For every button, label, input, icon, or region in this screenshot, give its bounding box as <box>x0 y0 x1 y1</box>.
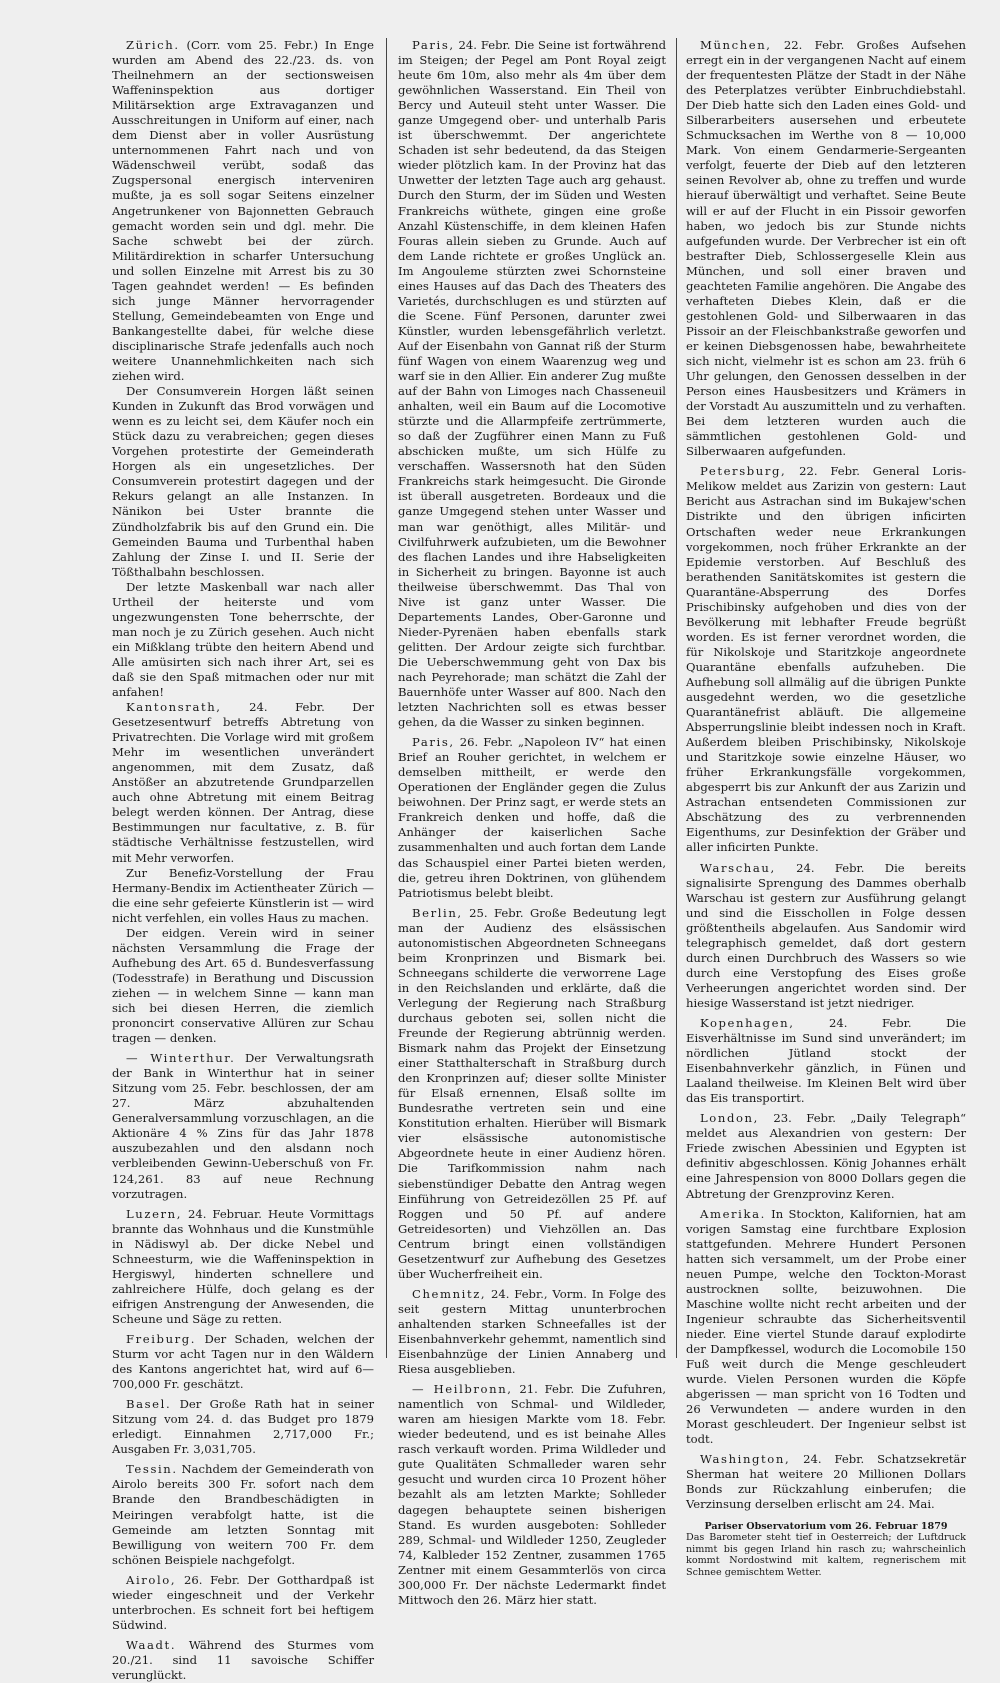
item-text: 24. Febr. Die Eisverhältnisse im Sund sind unverändert; im nördlichen Jütland stockt der Eisenbahnverkehr gänzlich, in Fünen und Laaland theilweise. Im Kleinen Belt wird über das Eis transportirt. <box>686 1016 966 1106</box>
dateline: Paris, <box>412 38 455 52</box>
item-text: 23. Febr. „Daily Telegraph“ meldet aus Alexandrien von gestern: Der Friede zwischen Abessinien und Egypten ist definitiv abgeschlossen. König Johannes erhält eine Jahrespension von 8000 Dollars gegen die Abtretung der Grenzprovinz Keren. <box>686 1111 966 1201</box>
news-item-amerika <box>686 1207 966 1448</box>
dateline: Warschau, <box>700 860 776 875</box>
news-item-winterthur <box>112 1051 374 1201</box>
item-text: Während des Sturmes vom 20./21. sind 11 savoische Schiffer verunglückt. <box>112 1637 375 1682</box>
dateline: — Winterthur. <box>126 1051 236 1066</box>
dateline: Zürich. <box>126 38 180 52</box>
item-text: Der Schaden, welchen der Sturm vor acht Tagen nur in den Wäldern des Kantons angerichtet hat, wird auf 6—700,000 Fr. geschätzt. <box>112 1331 374 1392</box>
news-item-kantonsrath <box>112 700 374 866</box>
item-text: Der eidgen. Verein wird in seiner nächsten Versammlung die Frage der Aufhebung des Art. 65 d. Bundesverfassung (Todesstrafe) in Berathung und Discussion ziehen — in welchem Sinne — kann man sich bei diesen Herren, die ziemlich prononcirt conservative Allüren zur Schau tragen — denken. <box>112 925 374 1046</box>
dateline: Basel. <box>126 1397 172 1412</box>
column-rule <box>676 38 677 1358</box>
news-item-horgen <box>112 384 374 580</box>
item-text: 21. Febr. Die Zufuhren, namentlich von Schmal- und Wildleder, waren am hiesigen Markte vom 18. Febr. wieder bedeutend, und es ist beinahe Alles rasch verkauft worden. Prima Wildleder und gute Qualitäten Schmalleder waren sehr gesucht und wurden circa 10 Prozent höher bezahlt als am letzten Markte; Sohlleder dagegen behauptete seinen bisherigen Stand. Es wurden ausgeboten: Sohlleder 289, Schmal- und Wildleder 1250, Zeugleder 74, Kalbleder 152 Zentner, zusammen 1765 Zentner mit einem Gesammterlös von circa 300,000 Fr. Der nächste Ledermarkt findet Mittwoch den 26. März hier statt. <box>398 1382 667 1607</box>
news-item-benefiz <box>112 866 374 926</box>
item-text: 25. Febr. Große Bedeutung legt man der Audienz des elsässischen autonomistischen Abgeordneten Schneegans beim Kronprinzen und Bismark bei. Schneegans schilderte die verworrene Lage in den Reichslanden und erklärte, daß die Verlegung der Regierung nach Straßburg durchaus geboten sei, sollen nicht die Freunde der Regierung abtrünnig werden. Bismark nahm das Projekt der Einsetzung einer Statthalterschaft in Straßburg durch den Kronprinzen auf; dieser sollte Minister für Elsaß ernennen, Elsaß sollte im Bundesrathe vertreten sein und eine Konstitution erhalten. Hierüber will Bismark vier elsässische autonomistische Abgeordnete heute in einer Audienz hören. Die Tarifkommission nahm nach siebenstündiger Debatte den Antrag wegen Einführung von Getreidezöllen 25 Pf. auf Roggen und 50 Pf. auf andere Getreidesorten) und Viehzöllen an. Das Centrum bringt einen vollständigen Gesetzentwurf zur Aufhebung des Gesetzes über Wucherfreiheit ein. <box>398 905 666 1281</box>
column-rule <box>386 38 387 1358</box>
dateline: Berlin, <box>412 905 463 920</box>
news-item-zuerich <box>112 38 374 384</box>
dateline: Paris, <box>412 735 455 750</box>
item-text: 24. Febr., Vorm. In Folge des seit gestern Mittag ununterbrochen anhaltenden starken Schneefalles ist der Eisenbahnverkehr gehemmt, namentlich sind Eisenbahnzüge der Linien Annaberg und Riesa ausgeblieben. <box>398 1286 666 1377</box>
dateline: Petersburg, <box>700 464 787 479</box>
column-3 <box>686 38 966 1578</box>
dateline: Freiburg. <box>126 1331 197 1346</box>
weather-report <box>686 1521 966 1579</box>
dateline: Amerika. <box>700 1206 766 1221</box>
dateline: Washington, <box>700 1452 791 1467</box>
news-item-muenchen <box>686 38 966 459</box>
news-item-kopenhagen <box>686 1016 966 1106</box>
item-text: 22. Febr. Großes Aufsehen erregt ein in der vergangenen Nacht auf einem der frequentesten Plätze der Stadt in der Nähe des Peterplatzes verübter Einbruchdiebstahl. Der Dieb hatte sich den Laden eines Gold- und Silberarbeiters ausersehen und erbeutete Schmucksachen im Werthe von 8 — 10,000 Mark. Von einem Gendarmerie-Sergeanten verfolgt, feuerte der Dieb auf den letzteren seinen Revolver ab, ohne zu treffen und wurde hierauf überwältigt und verhaftet. Seine Beute will er auf der Flucht in ein Pissoir geworfen haben, wo jedoch bis zur Stunde nichts aufgefunden wurde. Der Verbrecher ist ein oft bestrafter Dieb, Schlossergeselle Klein aus München, und soll einer braven und geachteten Familie angehören. Die Angabe des verhafteten Diebes Klein, daß er die gestohlenen Gold- und Silberwaaren in das Pissoir an der Fleischbankstraße geworfen und er keinen Diebsgenossen habe, bewahrheitete sich nicht, vielmehr ist es schon am 23. früh 6 Uhr gelungen, den Genossen desselben in der Person eines Hausbesitzers und Krämers in der Vorstadt Au auszumitteln und zu verhaften. Bei dem letzteren wurden auch die sämmtlichen gestohlenen Gold- und Silberwaaren aufgefunden. <box>686 38 966 459</box>
news-item-waadt <box>112 1638 374 1683</box>
column-2 <box>398 38 666 1608</box>
news-item-london <box>686 1111 966 1201</box>
dateline: Airolo, <box>126 1572 177 1587</box>
news-item-airolo <box>112 1573 374 1633</box>
news-item-washington <box>686 1452 966 1512</box>
item-text: Nachdem der Gemeinderath von Airolo bereits 300 Fr. sofort nach dem Brande den Brandbeschädigten in Meiringen verabfolgt hatte, ist die Gemeinde am letzten Sonntag mit Bewilligung von weitern 700 Fr. dem schönen Beispiele nachgefolgt. <box>112 1462 375 1567</box>
dateline: — Heilbronn, <box>412 1382 513 1397</box>
item-text: Zur Benefiz-Vorstellung der Frau Hermany-Bendix im Actientheater Zürich — die eine sehr gefeierte Künstlerin ist — wird nicht verfehlen, ein volles Haus zu machen. <box>112 865 374 925</box>
weather-report-text: Das Barometer steht tief in Oesterreich; der Luftdruck nimmt bis gegen Irland hin rasch zu; wahrscheinlich kommt Nordostwind mit kaltem, regnerischem mit Schnee gemischtem Wetter. <box>686 1532 966 1578</box>
news-item-verein <box>112 926 374 1046</box>
news-item-chemnitz <box>398 1287 666 1377</box>
news-item-freiburg <box>112 1332 374 1392</box>
item-text: 24. Febr. Die bereits signalisirte Sprengung des Dammes oberhalb Warschau ist gestern zur Ausführung gelangt und sind die Eisschollen in Folge dessen größtentheils abgelaufen. Aus Sandomir wird telegraphisch gemeldet, daß dort gestern durch einen Durchbruch des Wassers so wie durch eine Verstopfung des Eises große Verheerungen angerichtet worden sind. Der hiesige Wasserstand ist jetzt niedriger. <box>686 860 966 1010</box>
dateline: Tessin. <box>126 1462 178 1477</box>
item-text: 24. Februar. Heute Vormittags brannte das Wohnhaus und die Kunstmühle in Nädiswyl ab. Der dicke Nebel und Schneesturm, wie die Waffeninspektion in Hergiswyl, hinderten schnellere und zahlreichere Hülfe, doch gelang es der eifrigen Anstrengung der Anwesenden, die Scheune und Säge zu retten. <box>112 1206 374 1326</box>
item-text: 24. Febr. Schatzsekretär Sherman hat weitere 20 Millionen Dollars Bonds zur Rückzahlung einberufen; die Verzinsung derselben erlischt am 24. Mai. <box>686 1452 967 1512</box>
item-text: In Stockton, Kalifornien, hat am vorigen Samstag eine furchtbare Explosion stattgefunden. Mehrere Hundert Personen hatten sich versammelt, um der Probe einer neuen Pumpe, welche den Tockton-Morast austrocknen sollte, beizuwohnen. Die Maschine wollte nicht recht arbeiten und der Ingenieur schraubte das Sicherheitsventil nieder. Eine viertel Stunde darauf explodirte der Dampfkessel, wodurch die Locomobile 150 Fuß weit durch die Menge geschleudert wurde. Vielen Personen wurden die Köpfe abgerissen — man spricht von 16 Todten und 26 Verwundeten — andere wurden in den Morast geschleudert. Der Ingenieur selbst ist todt. <box>686 1206 966 1447</box>
dateline: Kopenhagen, <box>700 1016 795 1030</box>
item-text: 24. Febr. Die Seine ist fortwährend im Steigen; der Pegel am Pont Royal zeigt heute 6m 10m, also mehr als 4m über dem gewöhnlichen Wasserstand. Ein Theil von Bercy und Auteuil steht unter Wasser. Die ganze Umgegend ober- und unterhalb Paris ist überschwemmt. Der angerichtete Schaden ist sehr bedeutend, da das Steigen wieder plötzlich kam. In der Provinz hat das Unwetter der letzten Tage auch arg gehaust. Durch den Sturm, der im Süden und Westen Frankreichs wüthete, gingen eine große Anzahl Küstenschiffe, in dem kleinen Hafen Fouras allein sieben zu Grunde. Auch auf dem Lande richtete er großes Unglück an. Im Angouleme stürzten zwei Schornsteine eines Hauses auf das Dach des Theaters des Varietés, durchschlugen es und stürzten auf die Scene. Fünf Personen, darunter zwei Künstler, wurden lebensgefährlich verletzt. Auf der Eisenbahn von Gannat riß der Sturm fünf Wagen von einem Waarenzug weg und warf sie in den Allier. Ein anderer Zug mußte auf der Bahn von Limoges nach Chasseneuil anhalten, weil ein Baum auf die Locomotive stürzte und die Allarmpfeife zertrümmerte, so daß der Zugführer einen Mann zu Fuß abschicken mußte, um sich Hülfe zu verschaffen. Wassersnoth hat den Süden Frankreichs stark heimgesucht. Die Gironde ist überall ausgetreten. Bordeaux und die ganze Umgegend stehen unter Wasser und man war genöthigt, alles Militär- und Civilfuhrwerk aufzubieten, um die Bewohner des flachen Landes und ihre Habseligkeiten in Sicherheit zu bringen. Bayonne ist auch theilweise überschwemmt. Das Thal von Nive ist ganz unter Wasser. Die Departements Landes, Ober-Garonne und Nieder-Pyrenäen haben ebenfalls stark gelitten. Der Ardour zeigte sich furchtbar. Die Ueberschwemmung geht von Dax bis nach Peyrehorade; man schätzt die Zahl der Bauernhöfe unter Wasser auf 800. Nach den letzten Nachrichten soll es etwas besser gehen, da die Wasser zu sinken beginnen. <box>398 38 666 730</box>
item-text: 26. Febr. Der Gotthardpaß ist wieder eingeschneit und der Verkehr unterbrochen. Es schneit fort bei heftigem Südwind. <box>112 1572 374 1632</box>
news-item-maskenball <box>112 580 374 700</box>
news-item-luzern <box>112 1207 374 1327</box>
item-text: 22. Febr. General Loris-Melikow meldet aus Zarizin von gestern: Laut Bericht aus Astrachan sind im Bukajew'schen Distrikte und den übrigen inficirten Ortschaften weder neue Erkrankungen vorgekommen, noch früher Erkrankte an der Epidemie verstorben. Auf Beschluß des berathenden Sanitätskomites ist gestern die Quarantäne-Absperrung des Dorfes Prischibinsky aufgehoben und dies von der Bevölkerung mit lebhafter Freude begrüßt worden. Es ist ferner verordnet worden, die für Nikolskoje und Staritzkoje angeordnete Quarantäne ebenfalls aufzuheben. Die Aufhebung soll allmälig auf die übrigen Punkte ausgedehnt werden, wo die gesetzliche Quarantänefrist abläuft. Die allgemeine Absperrungslinie bleibt indessen noch in Kraft. Außerdem bleiben Prischibinsky, Nikolskoje und Staritzkoje sowie einzelne Häuser, wo früher Erkrankungsfälle vorgekommen, abgesperrt bis zur Ankunft der aus Zarizin und Astrachan entsendeten Commissionen zur Abschätzung des zu verbrennenden Eigenthums, zur Desinfektion der Gräber und aller inficirten Punkte. <box>686 464 966 855</box>
column-1 <box>112 38 374 1683</box>
item-text: (Corr. vom 25. Febr.) In Enge wurden am Abend des 22./23. ds. von Theilnehmern an der sectionsweisen Waffeninspektion aus dortiger Militärsektion arge Extravaganzen und Ausschreitungen in Uniform auf einer, nach dem Dienst aber in voller Ausrüstung unternommenen Fahrt nach und von Wädenschweil verübt, sodaß das Zugspersonal energisch interveniren mußte, ja es soll sogar Seitens einzelner Angetrunkener von Bajonnetten Gebrauch gemacht worden sein und dgl. mehr. Die Sache schwebt bei der zürch. Militärdirektion in scharfer Untersuchung und sollen Einzelne mit Arrest bis zu 30 Tagen geahndet werden! — Es befinden sich junge Männer hervorragender Stellung, Gemeindebeamten von Enge und Bankangestellte dabei, für welche diese disciplinarische Strafe jedenfalls auch noch weitere Unannehmlichkeiten nach sich ziehen wird. <box>112 38 375 384</box>
news-item-petersburg <box>686 464 966 855</box>
dateline: München, <box>700 38 772 52</box>
news-item-paris-24 <box>398 38 666 730</box>
dateline: Chemnitz, <box>412 1286 487 1301</box>
item-text: Der Consumverein Horgen läßt seinen Kunden in Zukunft das Brod vorwägen und wenn es zu leicht sei, dem Käufer noch ein Stück dazu zu verabreichen; gegen dieses Vorgehen protestirte der Gemeinderath Horgen als ein ungesetzliches. Der Consumverein protestirt dagegen und der Rekurs gelangt an alle Instanzen. In Nänikon bei Uster brannte die Zündholzfabrik bis auf den Grund ein. Die Gemeinden Bauma und Turbenthal haben Zahlung der Zinse I. und II. Serie der Tößthalbahn beschlossen. <box>112 384 374 579</box>
news-item-paris-26 <box>398 735 666 901</box>
dateline: London, <box>700 1111 759 1126</box>
item-text: 26. Febr. „Napoleon IV“ hat einen Brief an Rouher gerichtet, in welchem er demselben mittheilt, er werde den Operationen der Engländer gegen die Zulus beiwohnen. Der Prinz sagt, er werde stets an Frankreich denken und hoffe, daß die Anhänger der kaiserlichen Sache zusammenhalten und auch fortan dem Lande das Schauspiel einer Partei bieten werden, die, getreu ihren Doktrinen, von glühendem Patriotismus belebt bleibt. <box>398 735 666 900</box>
news-item-tessin <box>112 1462 374 1567</box>
news-item-berlin <box>398 906 666 1282</box>
news-item-basel <box>112 1397 374 1457</box>
item-text: Der letzte Maskenball war nach aller Urtheil der heiterste und vom ungezwungensten Tone beherrschte, der man noch je zu Zürich gesehen. Auch nicht ein Mißklang trübte den heitern Abend und Alle amüsirten sich nach ihrer Art, sei es daß sie den Spaß mitmachen oder nur mit anfahen! <box>112 579 374 700</box>
item-text: Der Verwaltungsrath der Bank in Winterthur hat in seiner Sitzung vom 25. Febr. beschlossen, der am 27. März abzuhaltenden Generalversammlung vorzuschlagen, an die Aktionäre 4 % Zins für das Jahr 1878 auszubezahlen und den alsdann noch verbleibenden Gewinn-Ueberschuß von Fr. 124,261. 83 auf neue Rechnung vorzutragen. <box>112 1051 375 1201</box>
weather-report-title: Pariser Observatorium vom 26. Februar 1879 <box>704 1520 948 1532</box>
item-text: 24. Febr. Der Gesetzesentwurf betreffs Abtretung von Privatrechten. Die Vorlage wird mit großem Mehr im wesentlichen unverändert angenommen, mit dem Zusatz, daß Anstößer an abzutretende Grundparzellen auch ohne Abtretung mit einem Beitrag belegt werden können. Der Antrag, diese Bestimmungen nur facultative, z. B. für städtische Verhältnisse festzustellen, wird mit Mehr verworfen. <box>112 700 375 865</box>
dateline: Kantonsrath, <box>126 700 222 715</box>
news-item-warschau <box>686 861 966 1011</box>
news-item-heilbronn <box>398 1382 666 1608</box>
dateline: Luzern, <box>126 1206 183 1221</box>
item-text: Der Große Rath hat in seiner Sitzung vom 24. d. das Budget pro 1879 erledigt. Einnahmen 2,717,000 Fr.; Ausgaben Fr. 3,031,705. <box>112 1397 374 1457</box>
dateline: Waadt. <box>126 1637 177 1652</box>
